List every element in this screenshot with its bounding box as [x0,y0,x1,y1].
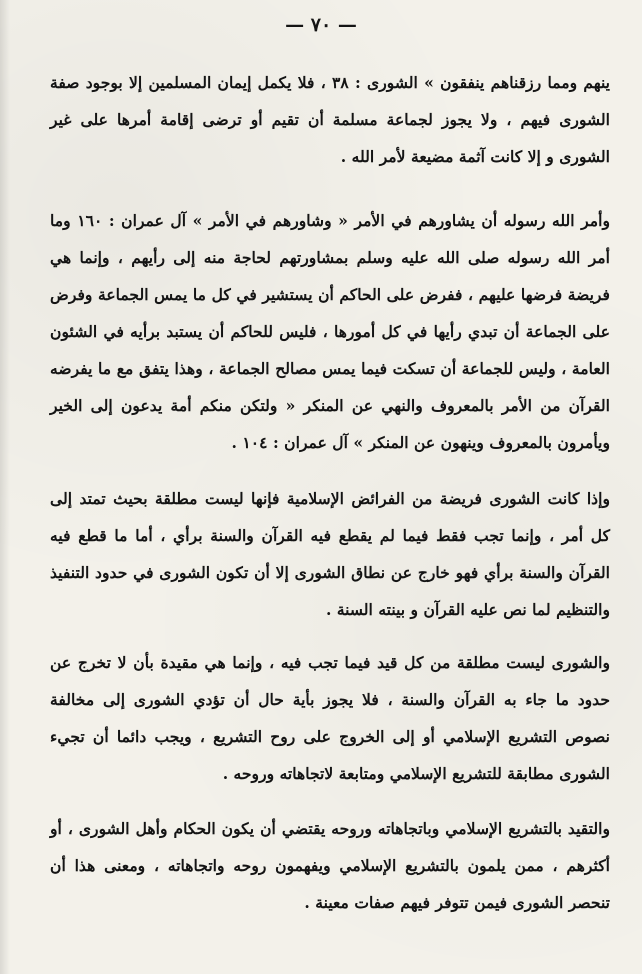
paragraph-1: ينهم ومما رزقناهم ينفقون » الشورى : ٣٨ ، فلا يكمل إيمان المسلمين إلا بوجود صفة الشورى فيهم ، ولا يجوز لجماعة مسلمة أن تقيم أو ترضى إقامة أمرها على غير الشورى و إلا كانت آثمة مضيعة لأمر الله . [50,73,610,166]
paragraph-4: والشورى ليست مطلقة من كل قيد فيما تجب فيه ، وإنما هي مقيدة بأن لا تخرج عن حدود ما جاء به القرآن والسنة ، فلا يجوز بأية حال أن تؤدي الشورى إلى مخالفة نصوص التشريع الإسلامي أو إلى الخروج على روح التشريع ، ويجب دائما أن تجيء الشورى مطابقة للتشريع الإسلامي ومتابعة لاتجاهاته وروحه . [50,653,610,783]
paragraph-5: والتقيد بالتشريع الإسلامي وباتجاهاته وروحه يقتضي أن يكون الحكام وأهل الشورى ، أو أكثرهم ، ممن يلمون بالتشريع الإسلامي ويفهمون روحه واتجاهاته ، ومعنى هذا أن تنحصر الشورى فيمن تتوفر فيهم صفات معينة . [50,819,610,912]
page-edge-shadow [0,0,10,974]
paragraph-3: وإذا كانت الشورى فريضة من الفرائض الإسلامية فإنها ليست مطلقة بحيث تمتد إلى كل أمر ، وإنما تجب فقط فيما لم يقطع فيه القرآن والسنة برأي ، أما ما قطع فيه القرآن والسنة برأي فهو خارج عن نطاق الشورى إلا أن تكون الشورى في حدود التنفيذ والتنظيم لما نص عليه القرآن و بينته السنة . [50,489,610,619]
page-number: — ٧٠ — [285,14,357,36]
paragraph-2: وأمر الله رسوله أن يشاورهم في الأمر « وشاورهم في الأمر » آل عمران : ١٦٠ وما أمر الله رسوله صلى الله عليه وسلم بمشاورتهم لحاجة منه إلى رأيهم ، وإنما هي فريضة فرضها عليهم ، ففرض على الحاكم أن يستشير في كل ما يمس الجماعة وفرض على الجماعة أن تبدي رأيها في كل أمورها ، فليس للحاكم أن يستبد برأيه في الشئون العامة ، وليس للجماعة أن تسكت فيما يمس مصالح الجماعة ، وهذا يتفق مع ما يفرضه القرآن من الأمر بالمعروف والنهي عن المنكر « ولتكن منكم أمة يدعون إلى الخير ويأمرون بالمعروف وينهون عن المنكر » آل عمران : ١٠٤ . [50,211,610,452]
